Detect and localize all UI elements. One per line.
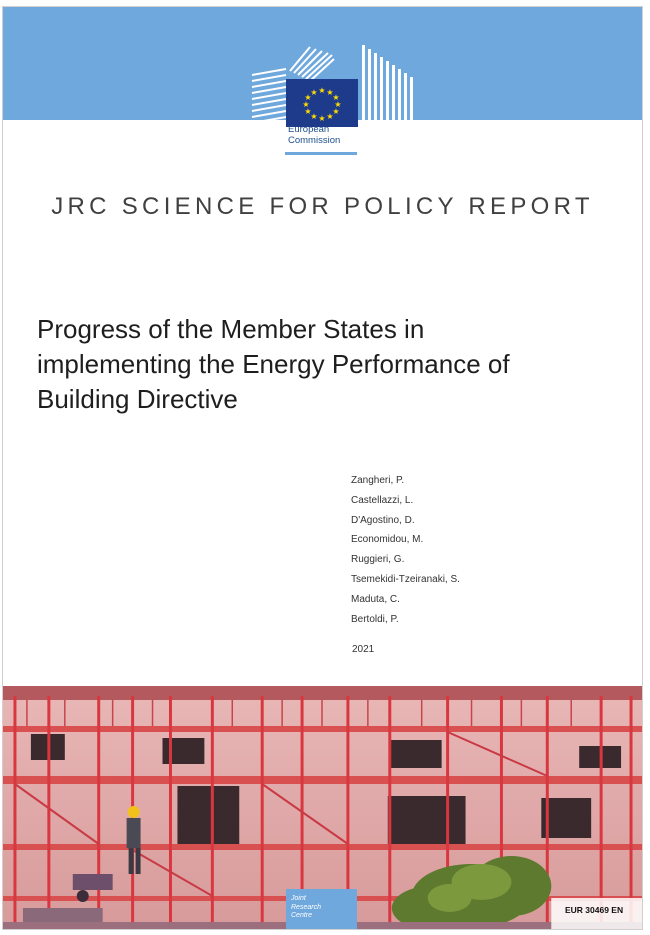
svg-text:★: ★ [332, 93, 340, 102]
svg-text:★: ★ [326, 88, 334, 97]
author-list [351, 471, 460, 629]
jrc-badge [286, 889, 357, 930]
logo-underline [285, 152, 357, 155]
series-title: JRC SCIENCE FOR POLICY REPORT [51, 193, 594, 220]
eu-flag-icon [286, 79, 358, 127]
svg-text:★: ★ [326, 112, 334, 121]
author-name: Tsemekidi-Tzeiranaki, S. [351, 573, 460, 585]
author-name: Ruggieri, G. [351, 554, 405, 566]
jrc-badge-line-2: Research [291, 903, 321, 911]
svg-text:★: ★ [310, 88, 318, 97]
svg-text:★: ★ [310, 112, 318, 121]
european-commission-wordmark [288, 124, 340, 146]
report-number: EUR 30469 EN [565, 905, 624, 915]
wordmark-line-2: Commission [288, 135, 341, 146]
wordmark-line-1: European [288, 124, 330, 135]
publication-year: 2021 [352, 644, 375, 655]
report-cover [2, 6, 643, 930]
author-name: D'Agostino, D. [351, 514, 415, 526]
author-name: Maduta, C. [351, 593, 400, 605]
svg-text:★: ★ [318, 86, 326, 95]
svg-text:★: ★ [332, 107, 340, 116]
author-name: Bertoldi, P. [351, 613, 399, 625]
svg-text:★: ★ [304, 107, 312, 116]
svg-text:★: ★ [302, 100, 310, 109]
svg-text:★: ★ [304, 93, 312, 102]
jrc-badge-line-1: Joint [291, 895, 306, 902]
report-title [37, 312, 597, 417]
author-name: Economidou, M. [351, 534, 424, 546]
author-name: Castellazzi, L. [351, 494, 414, 506]
author-name: Zangheri, P. [351, 475, 405, 486]
title-line-3: Building Directive [37, 384, 238, 414]
jrc-badge-line-3: Centre [291, 912, 313, 919]
svg-text:★: ★ [334, 100, 342, 109]
title-line-1: Progress of the Member States in [37, 314, 425, 344]
title-line-2: implementing the Energy Performance of [37, 349, 510, 379]
svg-text:★: ★ [318, 114, 326, 123]
